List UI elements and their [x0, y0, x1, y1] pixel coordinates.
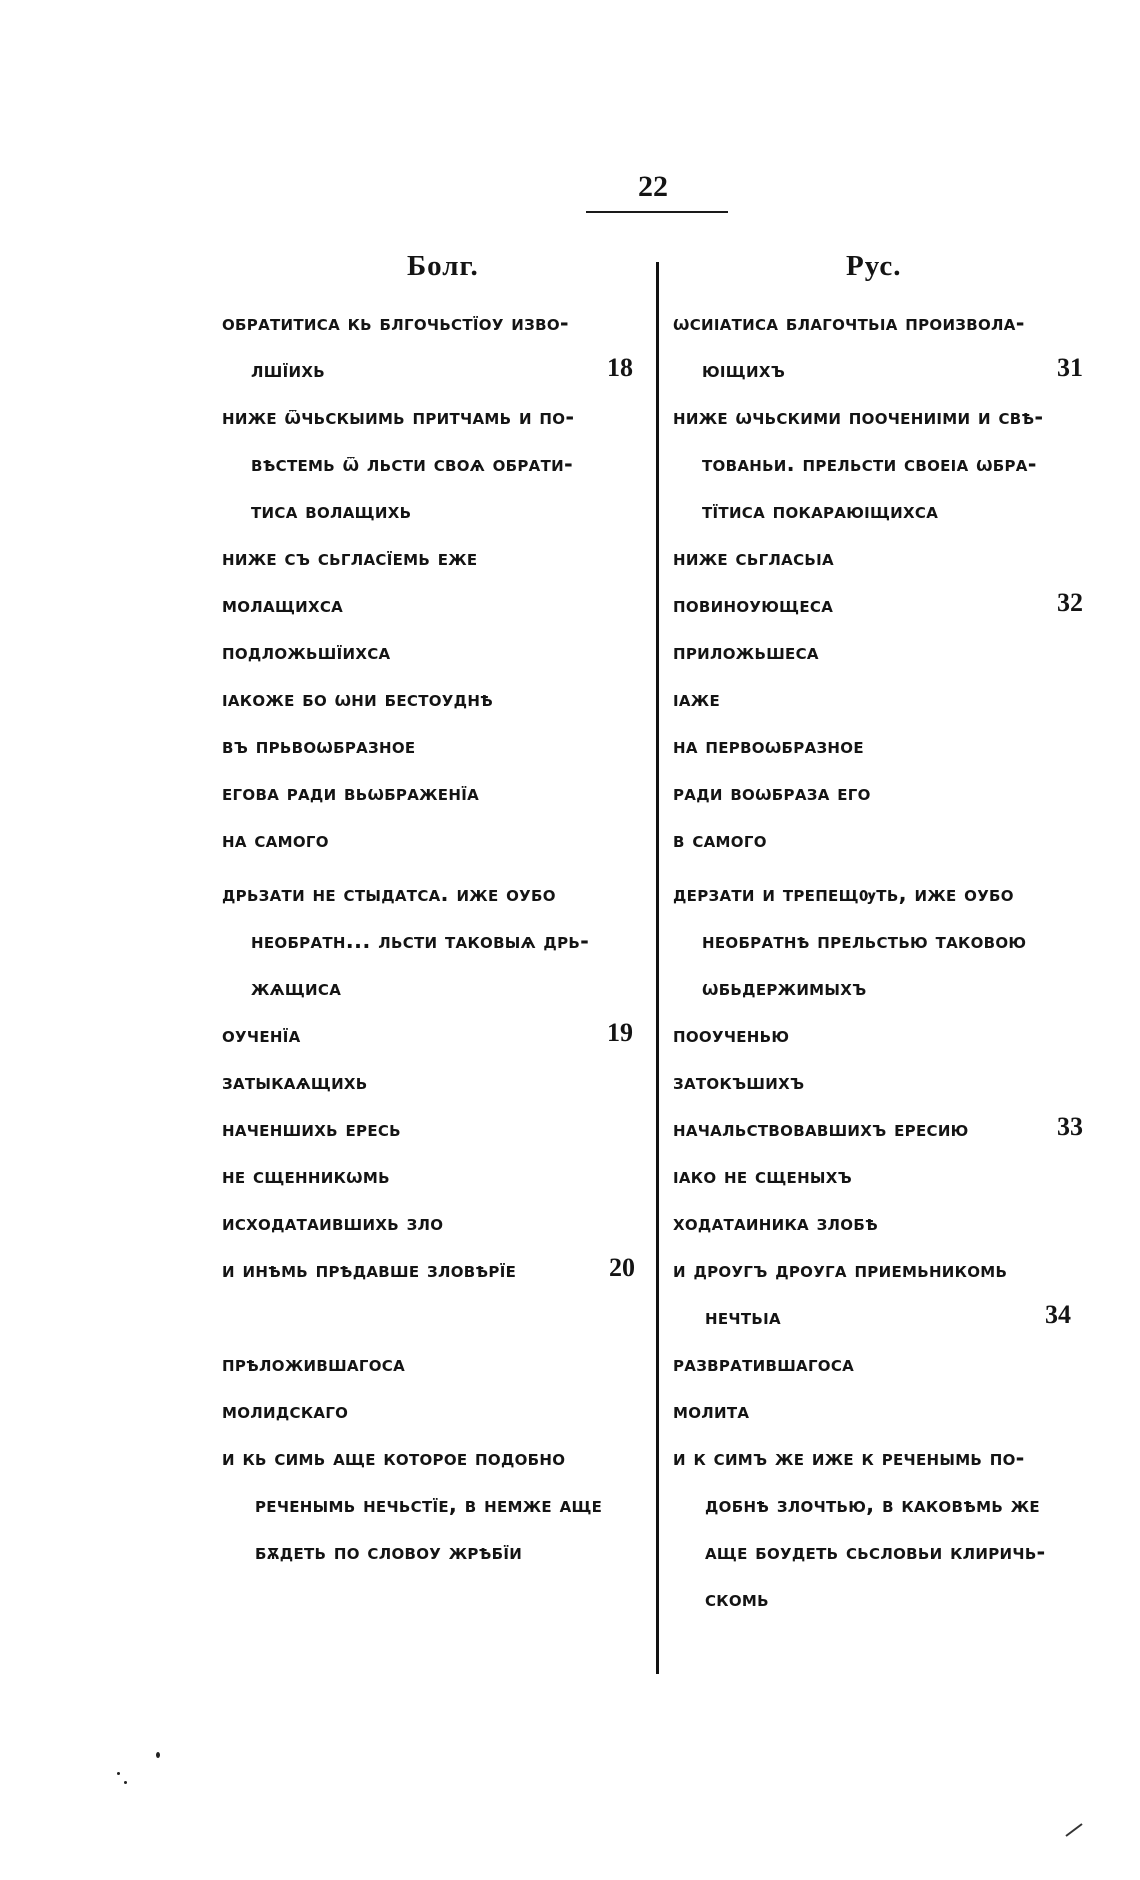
- page-number-rule: [586, 211, 728, 213]
- right-line: начальствовавшихъ ересию: [673, 1117, 969, 1141]
- left-line: и инѣмь прѣдавше зловѣрїе: [222, 1258, 517, 1282]
- right-line: и дроугъ дроуга приемьникомь: [673, 1258, 1008, 1282]
- right-line: ѡбьдержимыхъ: [702, 976, 867, 1000]
- right-line: приложьшеса: [673, 640, 819, 664]
- right-line: дерзати и трепещѹть, иже оубо: [673, 882, 1014, 906]
- verse-number: 20: [609, 1253, 635, 1282]
- right-line: ходатаиника злобѣ: [673, 1211, 878, 1235]
- page-number: 22: [638, 170, 668, 203]
- right-line: и к симъ же иже к реченымь по-: [673, 1446, 1025, 1470]
- right-line: ıаже: [673, 687, 720, 711]
- right-line: юıщихъ: [702, 358, 786, 382]
- right-line: пооученью: [673, 1023, 790, 1047]
- right-line: скомь: [705, 1587, 769, 1611]
- left-line: наченшихь ересь: [222, 1117, 401, 1141]
- pen-mark: [1064, 1820, 1086, 1840]
- right-line: на первоѡбразное: [673, 734, 864, 758]
- left-line: необратн... льсти таковыѧ дрь-: [251, 929, 590, 953]
- right-line: аще боудеть сьсловьи клиричь-: [705, 1540, 1046, 1564]
- right-line: необратнѣ прельстью таковою: [702, 929, 1027, 953]
- left-line: бѫдеть по словоу жрѣбїи: [255, 1540, 523, 1564]
- left-line: ниже съ сьгласїемь еже: [222, 546, 478, 570]
- right-line: молита: [673, 1399, 750, 1423]
- left-line: молидскаго: [222, 1399, 349, 1423]
- left-line: дрьзати не стыдатса. иже оубо: [222, 882, 556, 906]
- column-divider: [656, 262, 659, 1674]
- left-line: затыкаѧщихь: [222, 1070, 368, 1094]
- left-column-heading: Болг.: [407, 250, 479, 282]
- left-line: оученїа: [222, 1023, 301, 1047]
- left-line: [222, 308, 638, 338]
- left-line: реченымь нечьстїе, в немже аще: [255, 1493, 603, 1517]
- verse-number: 34: [1045, 1300, 1071, 1329]
- right-line: ниже ѡчьскими поочениıми и свѣ-: [673, 405, 1044, 429]
- right-line: добнѣ злочтью, в каковѣмь же: [705, 1493, 1040, 1517]
- right-line: развратившагоса: [673, 1352, 855, 1376]
- scan-speck: [124, 1781, 127, 1784]
- left-line: тиса волащихь: [251, 499, 412, 523]
- left-line: подложьшїихса: [222, 640, 391, 664]
- right-line: ıако не сщеныхъ: [673, 1164, 853, 1188]
- verse-number: 18: [607, 353, 633, 382]
- right-line: тованьи. прельсти своеıа ѡбра-: [702, 452, 1037, 476]
- right-line: повиноующеса: [673, 593, 834, 617]
- verse-number: 33: [1057, 1112, 1083, 1141]
- left-line: и кь симь аще которое подобно: [222, 1446, 566, 1470]
- left-line: жѧщиса: [251, 976, 342, 1000]
- left-line: исходатаившихь зло: [222, 1211, 444, 1235]
- word: обратитиса кь блгочьстїоу изво-: [222, 311, 569, 335]
- left-line: ниже ѿчьскыимь притчамь и по-: [222, 405, 575, 429]
- right-line: тїтиса покараюıщихса: [702, 499, 939, 523]
- left-line: прѣложившагоса: [222, 1352, 405, 1376]
- right-line: затокъшихъ: [673, 1070, 805, 1094]
- right-line: в самого: [673, 828, 767, 852]
- verse-number: 31: [1057, 353, 1083, 382]
- verse-number: 32: [1057, 588, 1083, 617]
- left-line: ıакоже бо ѡни бестоуднѣ: [222, 687, 494, 711]
- verse-number: 19: [607, 1018, 633, 1047]
- left-line: вѣстемь ѿ льсти своѧ обрати-: [251, 452, 573, 476]
- right-line: ѡсиıатиса благочтьıа произволa-: [673, 311, 1025, 335]
- right-line: нечтьıа: [705, 1305, 781, 1329]
- left-line: лшїихь: [251, 358, 325, 382]
- right-line: ради воѡбраза его: [673, 781, 871, 805]
- left-line: молащихса: [222, 593, 344, 617]
- scan-speck: [117, 1772, 120, 1775]
- left-line: не сщенникѡмь: [222, 1164, 390, 1188]
- right-line: ниже сьгласьıа: [673, 546, 834, 570]
- right-column-heading: Рус.: [846, 250, 902, 282]
- scan-speck: [156, 1752, 160, 1758]
- left-line: егова ради вьѡбраженїа: [222, 781, 479, 805]
- left-line: въ прьвоѡбразное: [222, 734, 416, 758]
- left-line: на самого: [222, 828, 329, 852]
